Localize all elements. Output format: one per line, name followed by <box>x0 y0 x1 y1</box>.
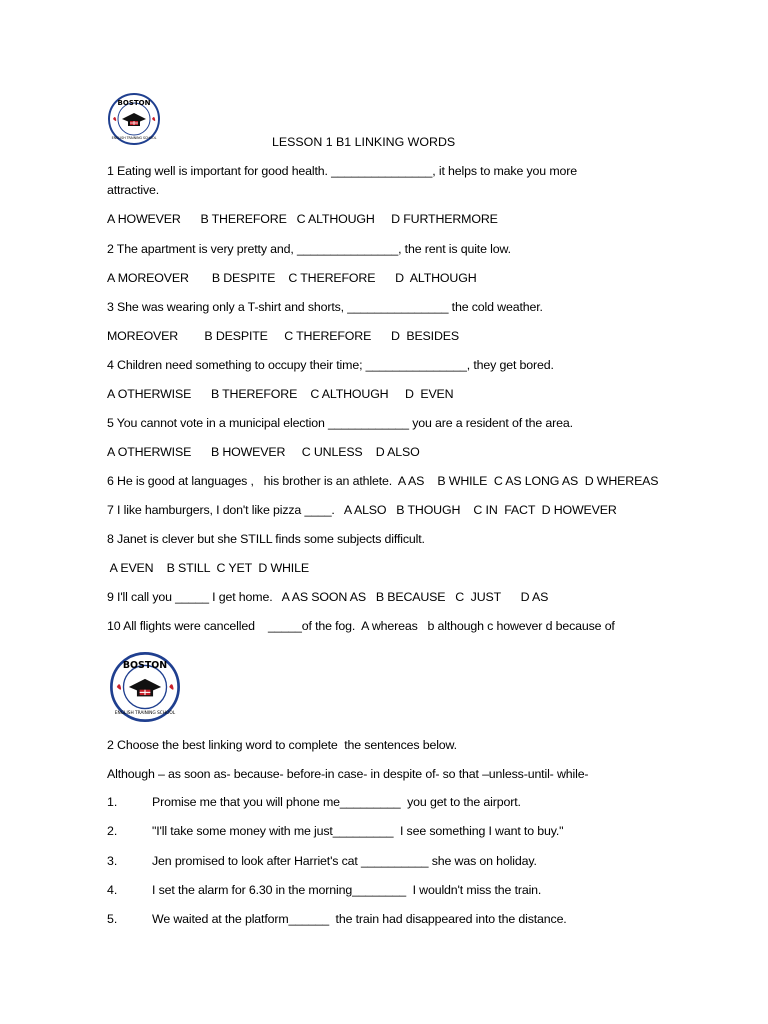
item-4-text: I set the alarm for 6.30 in the morning________ I wouldn't miss the train. <box>152 883 542 897</box>
item-3-number: 3. <box>107 854 118 868</box>
item-5-number: 5. <box>107 912 118 926</box>
svg-text:ENGLISH TRAINING SCHOOL: ENGLISH TRAINING SCHOOL <box>114 710 176 716</box>
question-4-options: A OTHERWISE B THEREFORE C ALTHOUGH D EVEN <box>107 387 454 401</box>
question-3: 3 She was wearing only a T-shirt and shorts, _______________ the cold weather. <box>107 300 543 314</box>
question-5-options: A OTHERWISE B HOWEVER C UNLESS D ALSO <box>107 445 420 459</box>
question-2-options: A MOREOVER B DESPITE C THEREFORE D ALTHOUGH <box>107 271 477 285</box>
item-1-text: Promise me that you will phone me_________ you get to the airport. <box>152 795 521 809</box>
item-2-text: "I'll take some money with me just_________ I see something I want to buy." <box>152 824 564 838</box>
question-1-options: A HOWEVER B THEREFORE C ALTHOUGH D FURTHERMORE <box>107 212 498 226</box>
item-5-text: We waited at the platform______ the train had disappeared into the distance. <box>152 912 567 926</box>
question-6: 6 He is good at languages , his brother is an athlete. A AS B WHILE C AS LONG AS D WHEREAS <box>107 474 659 488</box>
question-8: 8 Janet is clever but she STILL finds some subjects difficult. <box>107 532 425 546</box>
school-logo-2 <box>106 650 184 724</box>
svg-text:BOSTON: BOSTON <box>117 99 151 107</box>
question-7: 7 I like hamburgers, I don't like pizza ____. A ALSO B THOUGH C IN FACT D HOWEVER <box>107 503 617 517</box>
question-4: 4 Children need something to occupy their time; _______________, they get bored. <box>107 358 554 372</box>
lesson-title: LESSON 1 B1 LINKING WORDS <box>272 135 456 149</box>
word-bank: Although – as soon as- because- before-in case- in despite of- so that –unless-until- while- <box>107 767 589 781</box>
question-10: 10 All flights were cancelled _____of the fog. A whereas b although c however d because of <box>107 619 615 633</box>
item-1-number: 1. <box>107 795 118 809</box>
question-3-options: MOREOVER B DESPITE C THEREFORE D BESIDES <box>107 329 459 343</box>
item-2-number: 2. <box>107 824 118 838</box>
question-8-options: A EVEN B STILL C YET D WHILE <box>107 561 309 575</box>
question-1-line-1: 1 Eating well is important for good health. _______________, it helps to make you more <box>107 164 577 178</box>
svg-text:BOSTON: BOSTON <box>122 660 168 672</box>
svg-text:ENGLISH TRAINING SCHOOL: ENGLISH TRAINING SCHOOL <box>111 136 157 140</box>
question-2: 2 The apartment is very pretty and, _______________, the rent is quite low. <box>107 242 511 256</box>
item-4-number: 4. <box>107 883 118 897</box>
question-5: 5 You cannot vote in a municipal election ____________ you are a resident of the area. <box>107 416 573 430</box>
section-2-heading: 2 Choose the best linking word to complete the sentences below. <box>107 738 457 752</box>
school-logo <box>105 92 163 146</box>
item-3-text: Jen promised to look after Harriet's cat __________ she was on holiday. <box>152 854 537 868</box>
question-1-line-2: attractive. <box>107 183 160 197</box>
question-9: 9 I'll call you _____ I get home. A AS SOON AS B BECAUSE C JUST D AS <box>107 590 549 604</box>
